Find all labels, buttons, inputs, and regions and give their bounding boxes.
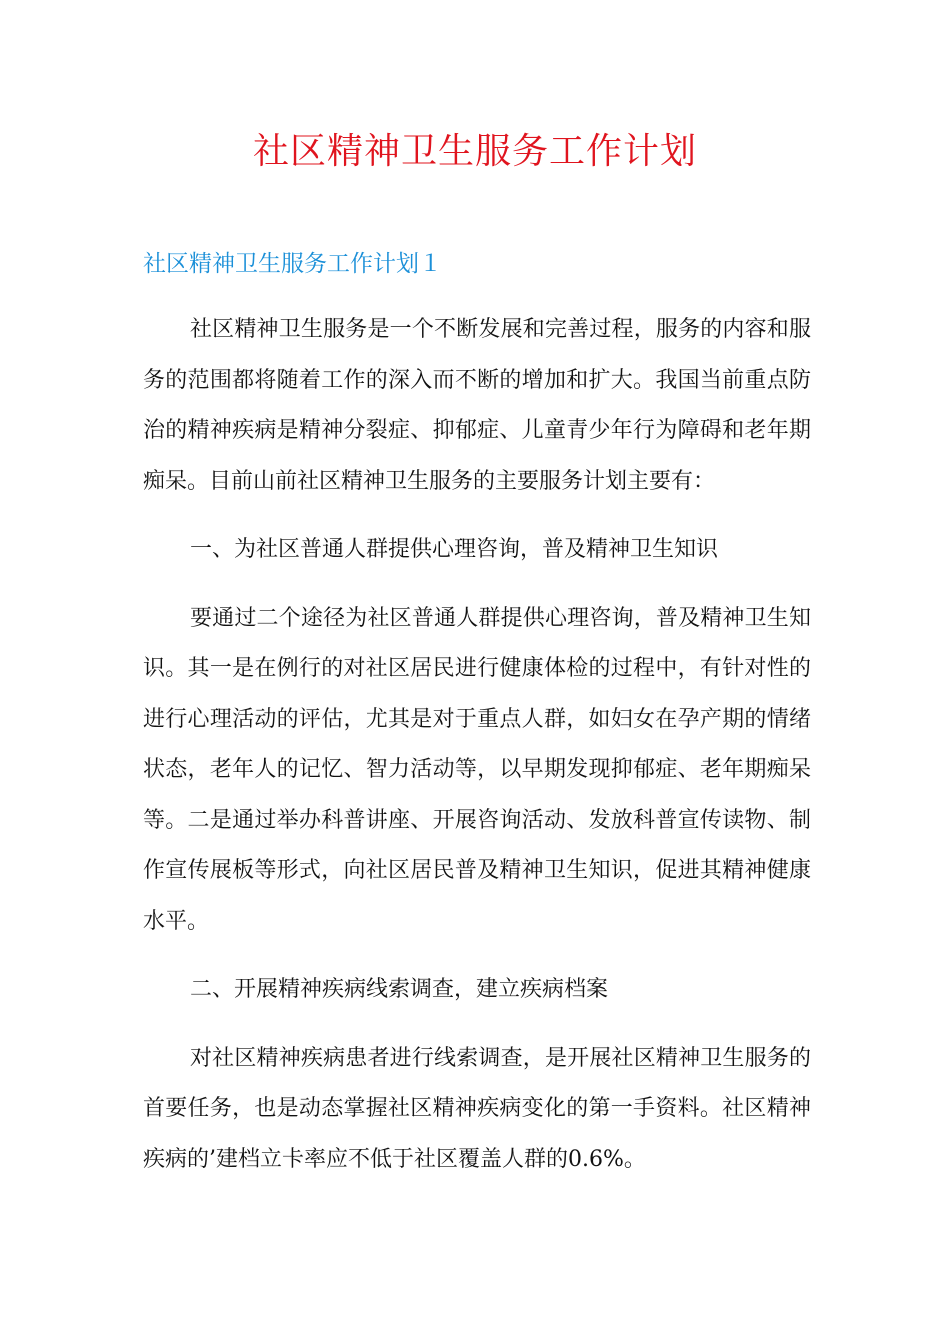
subheading-one: 一、为社区普通人群提供心理咨询，普及精神卫生知识 (190, 537, 719, 562)
document-title: 社区精神卫生服务工作计划 (252, 131, 697, 172)
section-heading: 社区精神卫生服务工作计划１ (143, 251, 442, 277)
paragraph-counseling: 要通过二个途径为社区普通人群提供心理咨询，普及精神卫生知识。其一是在例行的对社区居民进行健康体检的过程中，有针对性的进行心理活动的评估，尤其是对于重点人群，如妇女在孕产期的情绪状态，老年人的记忆、智力活动等，以早期发现抑郁症、老年期痴呆等。二是通过举办科普讲座、开展咨询活动、发放科普宣传读物、制作宣传展板等形式，向社区居民普及精神卫生知识，促进其精神健康水平。 (143, 605, 811, 934)
subheading-two: 二、开展精神疾病线索调查，建立疾病档案 (190, 977, 609, 1002)
paragraph-survey: 对社区精神疾病患者进行线索调查，是开展社区精神卫生服务的首要任务，也是动态掌握社区精神疾病变化的第一手资料。社区精神疾病的’建档立卡率应不低于社区覆盖人群的0.6%。 (143, 1045, 811, 1172)
document-body (143, 305, 811, 1203)
paragraph-intro: 社区精神卫生服务是一个不断发展和完善过程，服务的内容和服务的范围都将随着工作的深入而不断的增加和扩大。我国当前重点防治的精神疾病是精神分裂症、抑郁症、儿童青少年行为障碍和老年期痴呆。目前山前社区精神卫生服务的主要服务计划主要有： (143, 317, 811, 494)
